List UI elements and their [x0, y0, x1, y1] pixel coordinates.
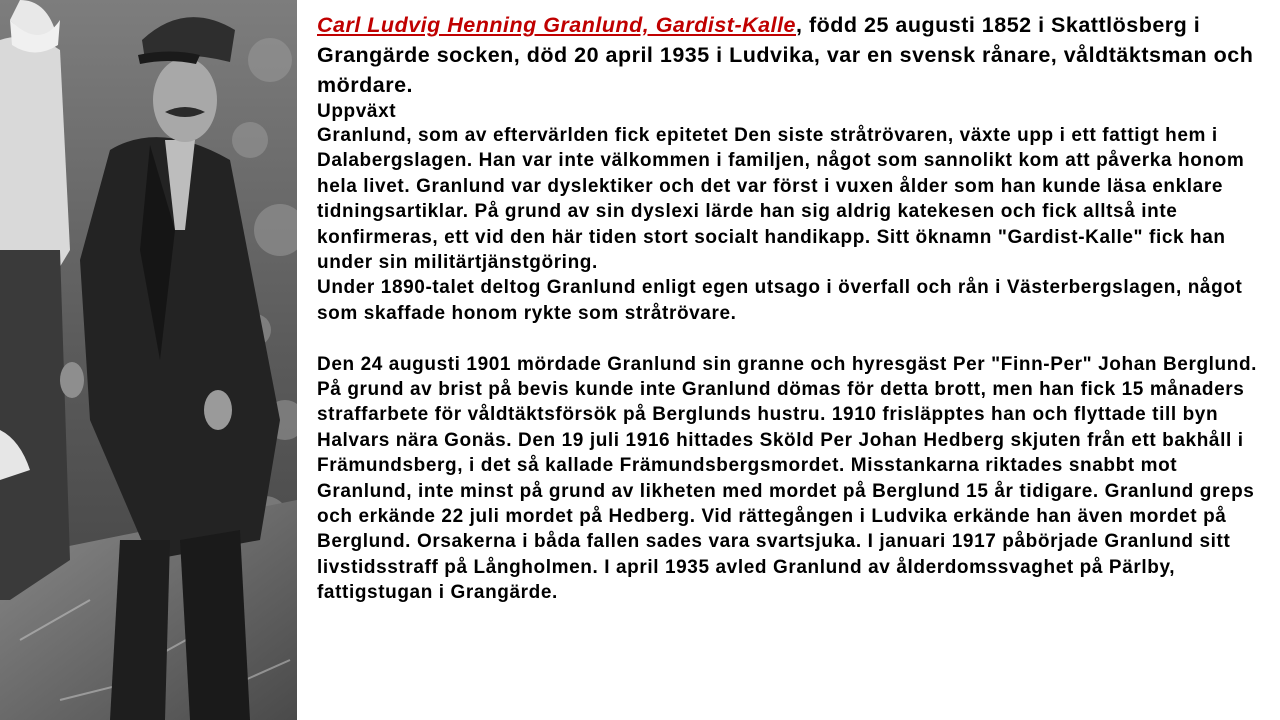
paragraph-spacer — [317, 326, 1267, 351]
intro-text: , född 25 augusti 1852 i Skattlösberg i Grangärde socken, död 20 april 1935 i Ludvika, var en svensk rånare, våldtäktsman och mördare. — [317, 13, 1254, 97]
paragraph-upbringing: Granlund, som av eftervärlden fick epitetet Den siste stråtrövaren, växte upp i ett fattigt hem i Dalabergslagen. Han var inte välkommen i familjen, något som sannolikt kom att påverka honom hela livet. Granlund var dyslektiker och det var först i vuxen ålder som han kunde läsa enklare tidningsartiklar. På grund av sin dyslexi lärde han sig aldrig katekesen och fick alltså inte konfirmeras, ett vid den här tiden stort socialt handikapp. Sitt öknamn "Gardist-Kalle" fick han under sin militärtjänstgöring. — [317, 125, 1245, 274]
section-heading: Uppväxt — [317, 101, 397, 122]
historical-photo — [0, 0, 297, 720]
article-intro — [317, 10, 1267, 100]
subject-name-link[interactable]: Carl Ludvig Henning Granlund, Gardist-Kalle — [317, 13, 797, 37]
article-text — [317, 10, 1267, 606]
paragraph-1890s: Under 1890-talet deltog Granlund enligt egen utsago i överfall och rån i Västerbergslagen, något som skaffade honom rykte som stråtrövare. — [317, 277, 1243, 324]
photo-illustration — [0, 0, 297, 720]
paragraph-murders: Den 24 augusti 1901 mördade Granlund sin granne och hyresgäst Per "Finn-Per" Johan Berglund. På grund av brist på bevis kunde inte Granlund dömas för detta brott, men han fick 15 månaders straffarbete för våldtäktsförsök på Berglunds hustru. 1910 frisläpptes han och flyttade till byn Halvars nära Gonäs. Den 19 juli 1916 hittades Sköld Per Johan Hedberg skjuten från ett bakhåll i Främundsberg, i det så kallade Främundsbergsmordet. Misstankarna riktades snabbt mot Granlund, inte minst på grund av likheten med mordet på Berglund 15 år tidigare. Granlund greps och erkände 22 juli mordet på Hedberg. Vid rättegången i Ludvika erkände han även mordet på Berglund. Orsakerna i båda fallen sades vara svartsjuka. I januari 1917 påbörjade Granlund sitt livstidsstraff på Långholmen. I april 1935 avled Granlund av ålderdomssvaghet på Pärlby, fattigstugan i Grangärde. — [317, 353, 1258, 604]
